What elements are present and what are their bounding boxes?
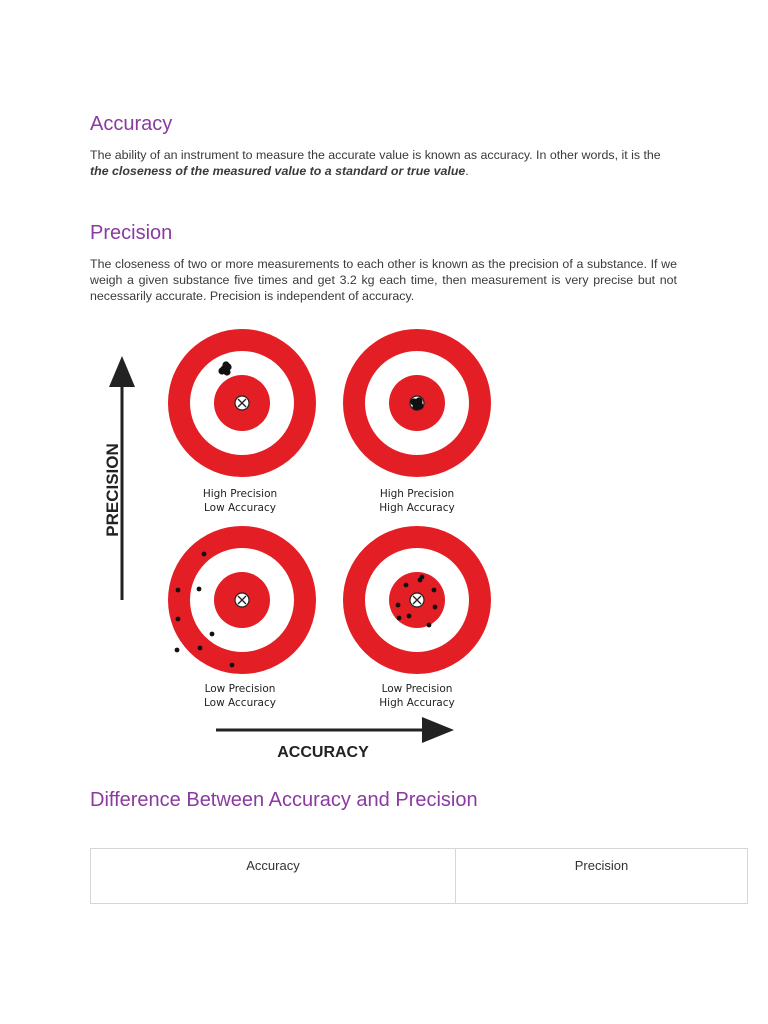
target-1-caption-line1: High Precision [202,488,278,500]
shot-mark [198,646,203,651]
shot-mark [175,648,180,653]
shot-mark [407,614,412,619]
target-1-caption-line2: Low Accuracy [204,502,276,514]
target-3-caption-line1: Low Precision [204,683,276,695]
target-2-caption-line2: High Accuracy [379,502,455,514]
precision-axis-arrowhead [109,356,135,387]
shot-mark [396,603,401,608]
shot-mark [222,361,229,368]
precision-paragraph: The closeness of two or more measurements to each other is known as the precision of a substance. If we weigh a given substance five times and get 3.2 kg each time, then measurement is very precise but not necessarily accurate. Precision is independent of accuracy. [90,257,677,303]
shot-mark [210,632,215,637]
accuracy-text-end: . [465,164,469,178]
shot-mark [397,616,402,621]
shot-mark [432,588,437,593]
precision-axis-label: PRECISION [103,443,122,537]
accuracy-heading: Accuracy [90,113,173,135]
difference-heading: Difference Between Accuracy and Precision [90,789,478,811]
accuracy-axis-label: ACCURACY [277,744,369,761]
target-4-caption-line2: High Accuracy [379,697,455,709]
shot-mark [418,578,423,583]
target-4-caption-line1: Low Precision [381,683,453,695]
shot-mark [218,367,225,374]
accuracy-text: The ability of an instrument to measure the accurate value is known as accuracy. In other words, it is the [90,148,661,162]
accuracy-precision-diagram [90,318,510,768]
shot-mark [230,663,235,668]
shot-mark [176,588,181,593]
shot-mark [202,552,207,557]
shot-mark [415,397,422,404]
target-low-precision-high-accuracy [343,526,491,674]
shot-mark [197,587,202,592]
shot-mark [433,605,438,610]
target-low-precision-low-accuracy [168,526,316,674]
shot-mark [427,623,432,628]
comparison-table [90,848,748,904]
table-header-precision: Precision [456,849,748,904]
shot-mark [176,617,181,622]
table-header-row [91,849,748,904]
accuracy-emphasis: the closeness of the measured value to a standard or true value [90,164,466,178]
accuracy-axis-arrowhead [422,717,454,743]
target-2-caption-line1: High Precision [379,488,455,500]
target-3-caption-line2: Low Accuracy [204,697,276,709]
accuracy-paragraph [90,147,677,179]
target-high-precision-low-accuracy [168,329,316,477]
precision-heading: Precision [90,222,173,244]
table-header-accuracy: Accuracy [91,849,456,904]
target-high-precision-high-accuracy [343,329,491,477]
shot-mark [404,583,409,588]
